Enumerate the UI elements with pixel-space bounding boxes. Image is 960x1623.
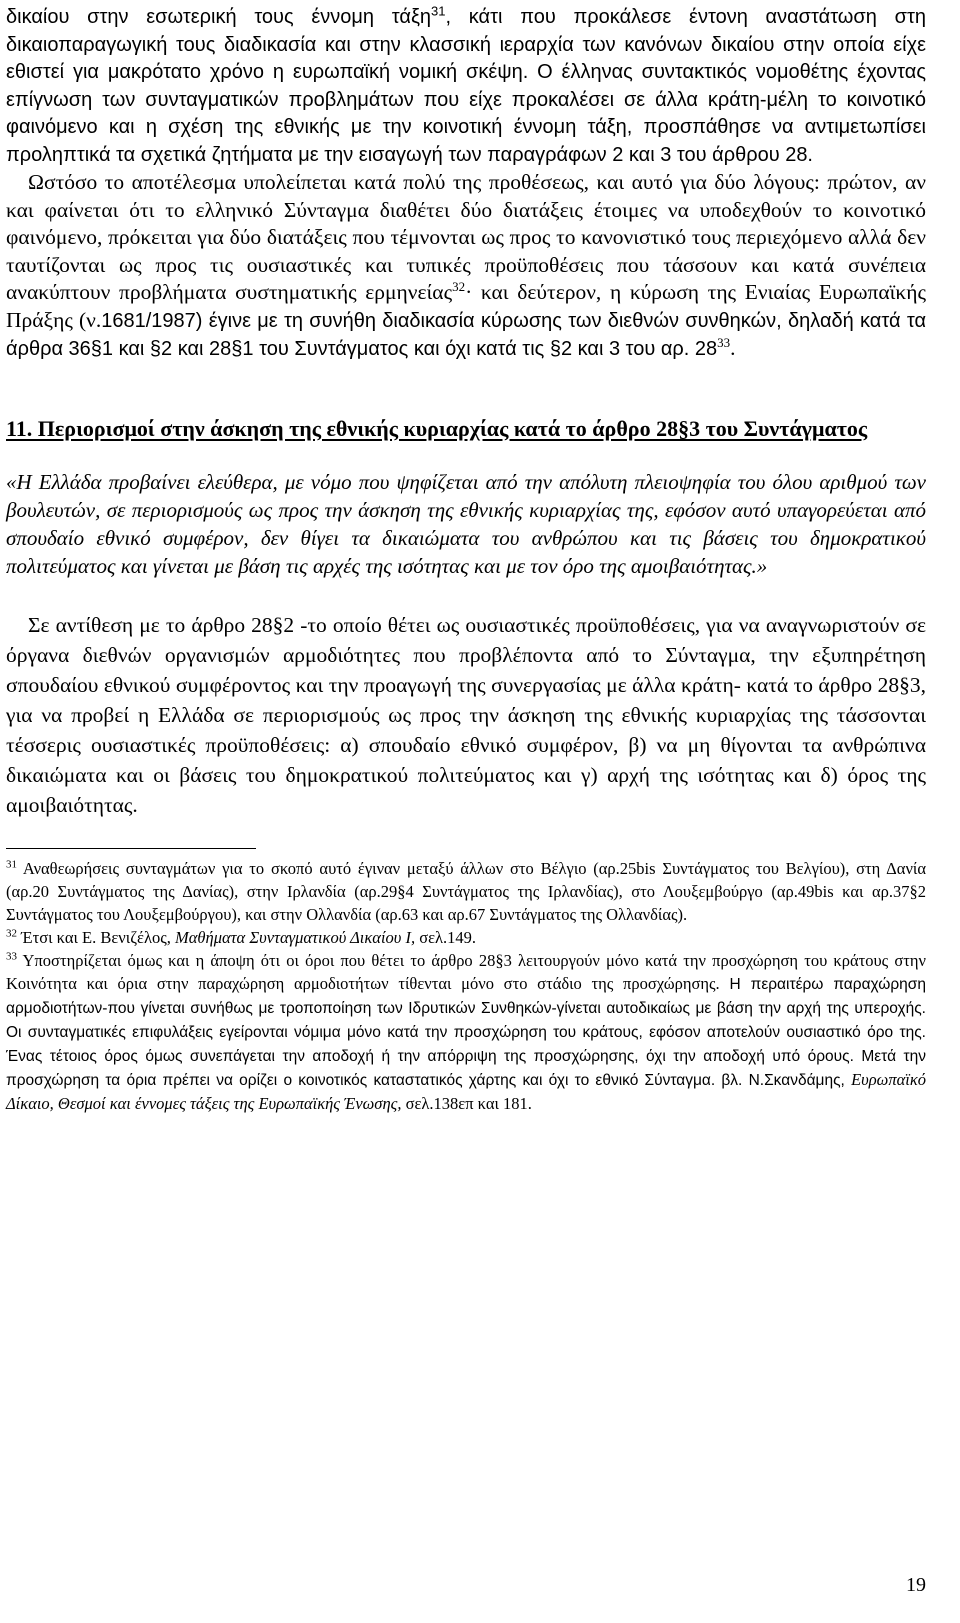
para1-text: δικαίου στην εσωτερική τους έννομη τάξη [6,6,432,28]
paragraph-2 [6,169,926,364]
article-quote: «Η Ελλάδα προβαίνει ελεύθερα, με νόμο που ψηφίζεται από την απόλυτη πλειοψηφία του όλου αριθμού των βουλευτών, σε περιορισμούς ως προς την άσκηση της εθνικής κυριαρχίας της, εφόσον αυτό υπαγορεύεται από σπουδαίο εθνικό συμφέρον, δεν θίγει τα δικαιώματα του ανθρώπου και τις βάσεις του δημοκρατικού πολιτεύματος και γίνεται με βάση τις αρχές της ισότητας και με τον όρο της αμοιβαιότητας.» [6,469,926,578]
footnote-32-number: 32 [6,927,17,939]
footnote-32-page: σελ.149. [415,927,477,947]
footnote-32-text: Έτσι και Ε. Βενιζέλος, [17,927,175,947]
document-page [6,4,926,1115]
footnote-32-title: Μαθήματα Συνταγματικού Δικαίου Ι, [175,927,416,947]
para2-text: Ωστόσο το αποτέλεσμα υπολείπεται κατά πολύ της προθέσεως, και αυτό για δύο λόγους: πρώτον, αν και φαίνεται ότι το ελληνικό Σύνταγμα διαθέτει δύο διατάξεις έτοιμες να υποδεχθούν το κοινοτικό φαινόμενο, πρόκειται για δύο διατάξεις που τέμνονται ως προς το κανονιστικό τους περιεχόμενο αλλά δεν ταυτίζονται ως προς τις ουσιαστικές και τυπικές προϋποθέσεις που τάσσουν και κατά συνέπεια ανακύπτουν προβλήματα συστηματικής ερμηνείας [6,170,926,304]
section-heading: 11. Περιορισμοί στην άσκηση της εθνικής κυριαρχίας κατά το άρθρο 28§3 του Συντάγματος [6,415,868,441]
page-number: 19 [906,1574,926,1596]
paragraph-3: Σε αντίθεση με το άρθρο 28§2 -το οποίο θέτει ως ουσιαστικές προϋποθέσεις, για να αναγνωριστούν σε όργανα διεθνών οργανισμών αρμοδιότητες που προβλέποντα από το Σύνταγμα, την εξυπηρέτηση σπουδαίου εθνικού συμφέροντος και την προαγωγή της συνεργασίας με άλλα κράτη- κατά το άρθρο 28§3, για να προβεί η Ελλάδα σε περιορισμούς ως προς την άσκηση της εθνικής κυριαρχίας της τάσσονται τέσσερις ουσιαστικές προϋποθέσεις: α) σπουδαίο εθνικό συμφέρον, β) να μη θίγονται τα ανθρώπινα δικαιώματα και οι βάσεις του δημοκρατικού πολιτεύματος και γ) αρχή της ισότητας και δ) όρος της αμοιβαιότητας. [6,612,926,817]
footnote-33-number: 33 [6,950,17,962]
footnote-33-text-sans: Η περαιτέρω παραχώρηση αρμοδιοτήτων-που γίνεται συνήθως με τροποποίηση των Ιδρυτικών Συνθηκών-γίνεται αυτοδικαίως με βάση την αρχή της υπεροχής. Οι συνταγματικές επιφυλάξεις εγείρονται νόμιμα μόνο κατά την προσχώρηση του κράτους, εφόσον αποτελούν ουσιαστικό όρο της. Ένας τέτοιος όρος όμως συνεπάγεται την αποδοχή ή την απόρριψη της προσχώρησης, όχι την αποδοχή υπό όρους. Μετά την προσχώρηση τα όρια πρέπει να ορίζει ο κοινοτικός καταστατικός χάρτης και όχι το εθνικό Σύνταγμα. βλ. Ν.Σκανδάμης, [6,975,926,1089]
footnote-32 [6,926,926,949]
footnote-31-text: Αναθεωρήσεις συνταγμάτων για το σκοπό αυτό έγιναν μεταξύ άλλων στο Βέλγιο (αρ.25bis Συντάγματος του Βελγίου), στη Δανία (αρ.20 Συντάγματος της Δανίας), στην Ιρλανδία (αρ.29§4 Συντάγματος της Ιρλανδίας), στο Λουξεμβούργο (αρ.49bis και αρ.37§2 Συντάγματος του Λουξεμβούργου), και στην Ολλανδία (αρ.63 και αρ.67 Συντάγματος της Ολλανδίας). [6,858,926,924]
footnote-33-title: Ευρωπαϊκό Δίκαιο, Θεσμοί και έννομες τάξεις της Ευρωπαϊκής Ένωσης, [6,1069,926,1113]
para2-text-sans: 1681/1987) έγινε με τη συνήθη διαδικασία κύρωσης των διεθνών συνθηκών, δηλαδή κατά τα άρθρα 36§1 και §2 και 28§1 του Συντάγματος και όχι κατά τις §2 και 3 του αρ. 28 [6,309,927,360]
footnote-31 [6,857,926,926]
footnote-33-text: Υποστηρίζεται όμως και η άποψη ότι οι όροι που θέτει το άρθρο 28§3 λειτουργούν μόνο κατά την προσχώρηση του κράτους στην Κοινότητα και όρια στην παραχώρηση αρμοδιοτήτων τίθενται μόνο στο στάδιο της προσχώρησης. [6,950,926,993]
para2-text-cont: · και δεύτερον, η κύρωση της Ενιαίας Ευρωπαϊκής Πράξης (ν. [6,280,926,332]
footnote-ref-31[interactable]: 31 [431,3,446,19]
para1-text-cont: , κάτι που προκάλεσε έντονη αναστάτωση στη δικαιοπαραγωγική τους διαδικασία και στην κλασσική ιεραρχία των κανόνων δικαίου στην οποία είχε εθιστεί για μακρότατο χρόνο η ευρωπαϊκή νομική σκέψη. Ο έλληνας συντακτικός νομοθέτης έχοντας επίγνωση των συνταγματικών προβλημάτων που είχε προκαλέσει σε άλλα κράτη-μέλη το κοινοτικό φαινόμενο και η σχέση της εθνικής με την κοινοτική έννομη τάξη, προσπάθησε να αντιμετωπίσει προληπτικά τα σχετικά ζητήματα με την εισαγωγή των παραγράφων 2 και 3 του άρθρου 28. [6,6,926,166]
footnote-33 [6,949,926,1115]
footnote-33-page: σελ.138επ και 181. [401,1093,532,1113]
footnote-ref-33[interactable]: 33 [717,334,731,350]
footnote-ref-32[interactable]: 32 [452,278,466,294]
paragraph-1 [6,4,926,169]
para2-text-end: . [730,336,736,360]
footnote-divider [6,848,256,849]
footnote-31-number: 31 [6,858,17,870]
